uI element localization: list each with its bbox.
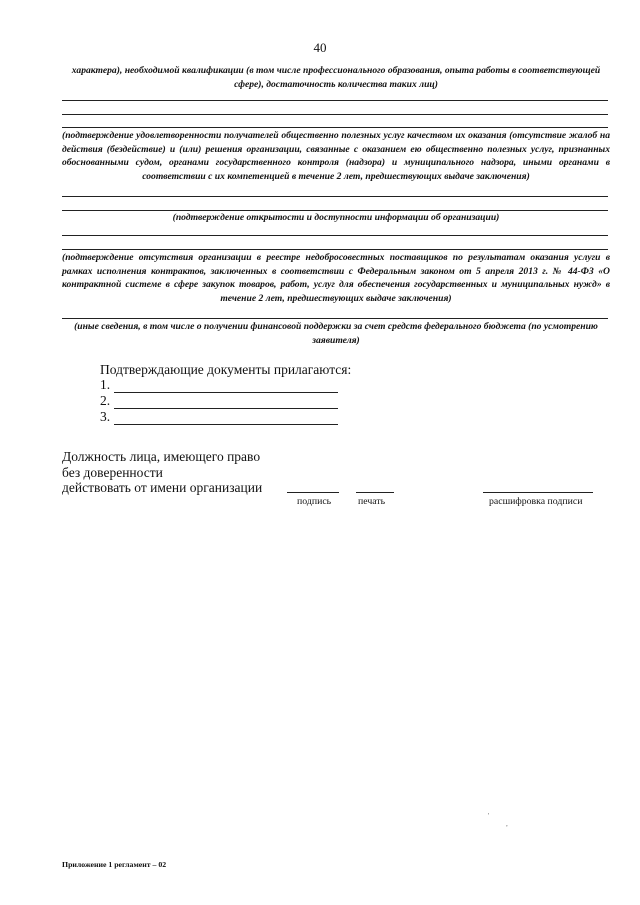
signatory-line-3: действовать от имени организации xyxy=(62,480,263,495)
blank-line xyxy=(62,249,608,250)
attachment-number: 1. xyxy=(100,377,111,392)
seal-caption: печать xyxy=(358,496,386,507)
signatory-line-1: Должность лица, имеющего право xyxy=(62,449,261,464)
scan-mark: ' xyxy=(488,812,490,820)
scan-mark: , xyxy=(506,820,508,828)
attachment-item xyxy=(100,377,338,393)
signature-line xyxy=(287,492,339,493)
caption-qualification: характера), необходимой квалификации (в том числе профессионального образования, опыта работы в соответствующей сфере), достаточность количества таких лиц) xyxy=(71,65,601,90)
attachment-blank xyxy=(114,380,338,393)
blank-line xyxy=(62,196,608,197)
attachment-item xyxy=(100,393,338,409)
attachment-blank xyxy=(114,396,338,409)
blank-line xyxy=(62,318,608,319)
signature-caption: подпись xyxy=(297,496,332,507)
signatory-line-2: без доверенности xyxy=(62,464,163,480)
blank-line xyxy=(62,100,608,101)
seal-line xyxy=(356,492,394,493)
attachment-number: 3. xyxy=(100,409,111,424)
caption-satisfaction: (подтверждение удовлетворенности получателей общественно полезных услуг качеством их оказания (отсутствие жалоб на действия (бездействие) и (или) решения организации, связанные с оказанием ею общественно полезных услуг, признанных обоснованными судом, органами государственного контроля (надзора) и муниципального надзора, иными органами в соответствии с их компетенцией в течение 2 лет, предшествующих выдаче заключения) xyxy=(62,130,610,182)
decode-line xyxy=(483,492,593,493)
attachment-item xyxy=(100,409,338,425)
attachments-heading: Подтверждающие документы прилагаются: xyxy=(100,362,352,377)
decode-caption: расшифровка подписи xyxy=(489,496,583,507)
attachment-blank xyxy=(114,412,338,425)
caption-other-info: (иные сведения, в том числе о получении финансовой поддержки за счет средств федерального бюджета (по усмотрению заявителя) xyxy=(74,321,598,346)
blank-line xyxy=(62,114,608,115)
page-number: 40 xyxy=(313,40,327,55)
caption-openness: (подтверждение открытости и доступности информации об организации) xyxy=(172,212,500,223)
caption-registry: (подтверждение отсутствия организации в реестре недобросовестных поставщиков по результатам оказания услуги в рамках исполнения контрактов, заключенных в соответствии с Федеральным законом от 5 апреля 2013 г. № 44-ФЗ «О контрактной системе в сфере закупок товаров, работ, услуг для обеспечения государственных и муниципальных нужд» в течение 2 лет, предшествующих выдаче заключения) xyxy=(62,252,610,304)
blank-line xyxy=(62,127,608,128)
attachment-number: 2. xyxy=(100,393,111,408)
footer-note: Приложение 1 регламент – 02 xyxy=(62,860,167,869)
signatory-label xyxy=(62,449,262,496)
blank-line xyxy=(62,235,608,236)
